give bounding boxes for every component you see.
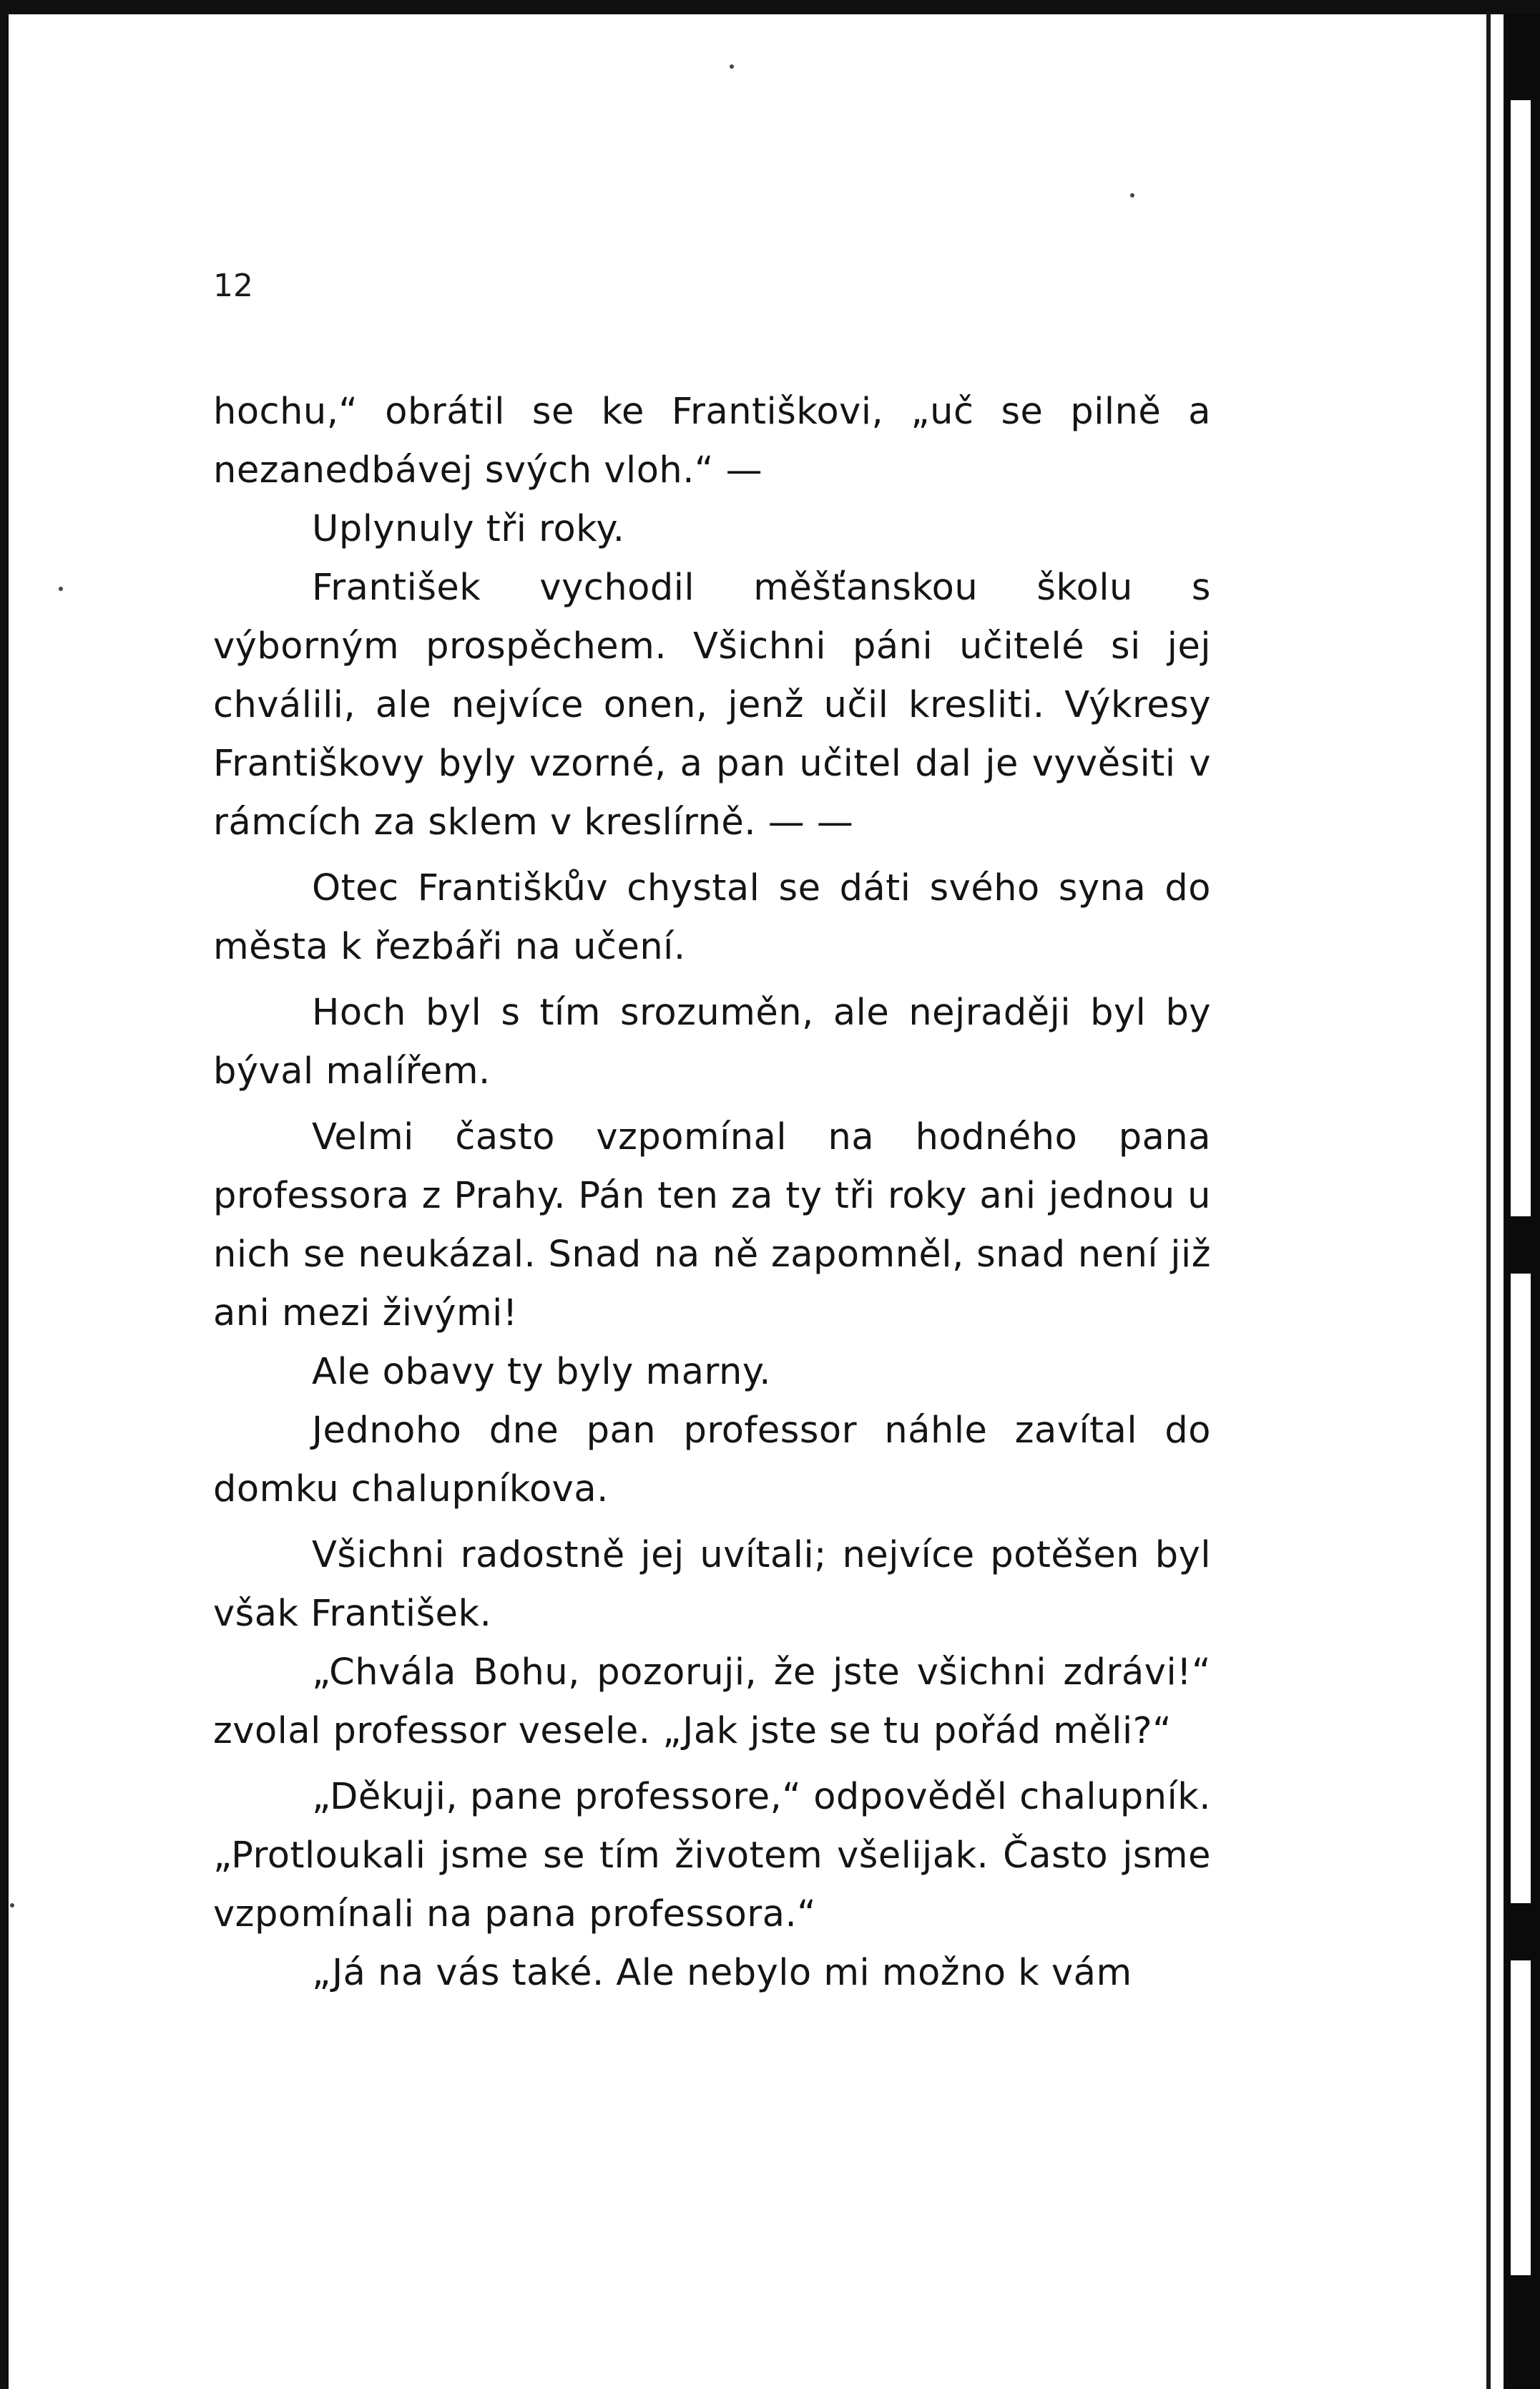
dust-speck xyxy=(59,587,63,591)
scan-left-border xyxy=(0,0,9,2389)
dust-speck xyxy=(10,1903,14,1907)
paragraph: „Já na vás také. Ale nebylo mi možno k vám xyxy=(312,1952,1132,1994)
dust-speck xyxy=(730,64,734,69)
paragraph: Uplynuly tři roky. xyxy=(312,508,625,550)
paragraph: „Děkuji, pane professore,“ odpověděl chalupník. „Protloukali jsme se tím životem všelijak. Často jsme vzpomínali na pana professora.“ xyxy=(213,1776,1211,1935)
paragraph: hochu,“ obrátil se ke Františkovi, „uč se pilně a nezanedbávej svých vloh.“ — xyxy=(213,391,1211,492)
edge-notch xyxy=(1511,1274,1531,1903)
paragraph: Ale obavy ty byly marny. xyxy=(312,1351,772,1393)
scan-top-border xyxy=(0,0,1540,14)
paragraph: Jednoho dne pan professor náhle zavítal do domku chalupníkova. xyxy=(213,1410,1211,1510)
paragraph: „Chvála Bohu, pozoruji, že jste všichni zdrávi!“ zvolal professor vesele. „Jak jste se tu pořád měli?“ xyxy=(213,1651,1211,1752)
paragraph: Velmi často vzpomínal na hodného pana professora z Prahy. Pán ten za ty tři roky ani jednou u nich se neukázal. Snad na ně zapomněl, snad není již ani mezi živými! xyxy=(213,1116,1211,1334)
edge-notch xyxy=(1511,1960,1531,2275)
paragraph: Hoch byl s tím srozuměn, ale nejraději byl by býval malířem. xyxy=(213,992,1211,1093)
scan-right-edge xyxy=(1504,14,1540,2389)
dust-speck xyxy=(1130,193,1134,197)
paragraph: Otec Františkův chystal se dáti svého syna do města k řezbáři na učení. xyxy=(213,867,1211,968)
paragraph: František vychodil měšťanskou školu s výborným prospěchem. Všichni páni učitelé si jej chválili, ale nejvíce onen, jenž učil kresliti. Výkresy Františkovy byly vzorné, a pan učitel dal je vyvěsiti v rámcích za sklem v kreslírně. — — xyxy=(213,567,1211,844)
page-number: 12 xyxy=(213,268,253,304)
edge-notch xyxy=(1511,100,1531,1216)
paragraph: Všichni radostně jej uvítali; nejvíce potěšen byl však František. xyxy=(213,1534,1211,1635)
page-gutter xyxy=(1486,14,1504,2389)
body-text xyxy=(213,383,1211,2003)
